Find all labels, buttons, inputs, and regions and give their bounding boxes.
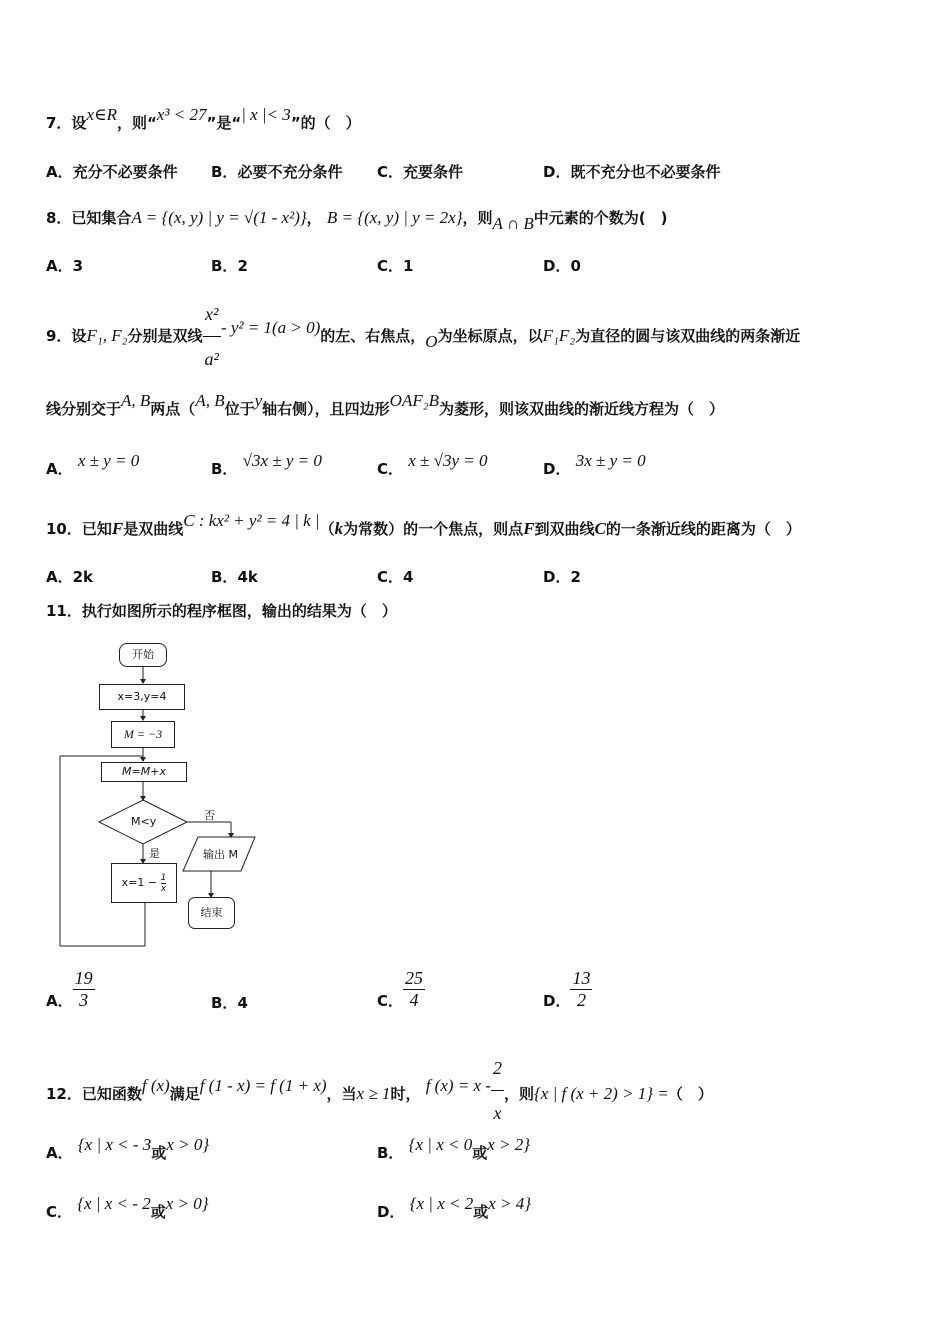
q8-option-b[interactable]: B．2 — [211, 257, 248, 275]
q12-option-d[interactable]: D． {x | x < 2或x > 4} — [377, 1194, 532, 1221]
q9-option-c[interactable]: C． x ± √3y = 0 — [377, 451, 488, 478]
flow-assign: x=1 − $\frac{1}{x}$ — [111, 863, 177, 903]
q11-option-d[interactable]: D． $\frac{13}{2}$ — [543, 968, 591, 1010]
q7-condition-a: x³ < 27 — [156, 105, 207, 124]
q12-symmetry: f (1 - x) = f (1 + x) — [199, 1076, 327, 1095]
flow-m-init: M = −3 — [111, 721, 175, 748]
q12-option-b[interactable]: B． {x | x < 0或x > 2} — [377, 1135, 531, 1162]
q12-stem: 12．已知函数f (x)满足f (1 - x) = f (1 + x)，当x ≥ 1时， f (x) = x - $\frac{2}{x}$ ，则{x | f (x + 2) > 1} =（ ） — [46, 1050, 713, 1139]
flow-output: 输出 M — [203, 848, 238, 861]
q11-flowchart — [55, 635, 265, 955]
q10-option-c[interactable]: C．4 — [377, 568, 414, 586]
q8-intersection: A ∩ B — [492, 214, 534, 233]
q9-foci: F₁, F₂ — [86, 326, 128, 345]
flow-start: 开始 — [119, 643, 167, 667]
q9-option-b[interactable]: B． √3x ± y = 0 — [211, 451, 322, 478]
q9-equation: - y² = 1(a > 0) — [220, 318, 321, 337]
q8-option-a[interactable]: A．3 — [46, 257, 84, 275]
q11-option-b[interactable]: B．4 — [211, 994, 248, 1012]
flow-end: 结束 — [188, 897, 235, 929]
q8-set-a: A = {(x, y) | y = √(1 - x²)} — [131, 208, 307, 227]
q10-option-d[interactable]: D．2 — [543, 568, 581, 586]
flow-init: x=3,y=4 — [99, 684, 185, 710]
q7-condition-b: | x |< 3 — [241, 105, 291, 124]
q7-stem: 7．设x∈R，则“x³ < 27”是“| x |< 3”的（ ） — [46, 105, 361, 132]
q8-option-c[interactable]: C．1 — [377, 257, 414, 275]
q8-option-d[interactable]: D．0 — [543, 257, 581, 275]
q10-option-a[interactable]: A．2k — [46, 568, 94, 586]
q10-option-b[interactable]: B．4k — [211, 568, 258, 586]
q12-option-a[interactable]: A． {x | x < - 3或x > 0} — [46, 1135, 210, 1162]
flow-condition: M<y — [131, 815, 157, 828]
q11-option-a[interactable]: A． $\frac{19}{3}$ — [46, 968, 93, 1010]
q11-option-c[interactable]: C． $\frac{25}{4}$ — [377, 968, 424, 1010]
q12-set: {x | f (x + 2) > 1} — [533, 1084, 654, 1103]
q7-condition-set: x∈R — [86, 105, 117, 124]
flow-update: M=M+x — [101, 762, 187, 782]
flow-yes-label: 是 — [149, 847, 160, 860]
q9-option-a[interactable]: A． x ± y = 0 — [46, 451, 140, 478]
q11-stem: 11．执行如图所示的程序框图，输出的结果为（ ） — [46, 602, 397, 620]
q9-stem-line2: 线分别交于A, B两点（A, B位于y轴右侧），且四边形OAF₂B为菱形，则该双曲线的渐近线方程为（ ） — [46, 391, 725, 418]
q7-option-c[interactable]: C．充要条件 — [377, 163, 464, 181]
q12-option-c[interactable]: C． {x | x < - 2或x > 0} — [46, 1194, 209, 1221]
q9-stem-line1: 9．设F₁, F₂分别是双线 $\frac{\text{x²}}{\text{a²}}$ - y² = 1(a > 0)的左、右焦点，O为坐标原点，以F₁F₂为直径的圆与该双曲线的两条渐近 — [46, 292, 800, 381]
q10-curve: C : kx² + y² = 4 | k | — [183, 511, 320, 530]
q12-definition: f (x) = x - — [425, 1076, 491, 1095]
q8-stem: 8．已知集合A = {(x, y) | y = √(1 - x²)}， B = {(x, y) | y = 2x}，则A ∩ B中元素的个数为( ) — [46, 208, 668, 233]
q10-stem: 10．已知F是双曲线C : kx² + y² = 4 | k |（k为常数）的一个焦点，则点F到双曲线C的一条渐近线的距离为（ ） — [46, 511, 801, 538]
q9-option-d[interactable]: D． 3x ± y = 0 — [543, 451, 646, 478]
q8-set-b: B = {(x, y) | y = 2x} — [326, 208, 463, 227]
q7-option-b[interactable]: B．必要不充分条件 — [211, 163, 343, 181]
q7-option-a[interactable]: A．充分不必要条件 — [46, 163, 178, 181]
q9-fraction: $\frac{\text{x²}}{\text{a²}}$ — [203, 292, 221, 381]
q7-option-d[interactable]: D．既不充分也不必要条件 — [543, 163, 721, 181]
flow-no-label: 否 — [204, 809, 215, 822]
